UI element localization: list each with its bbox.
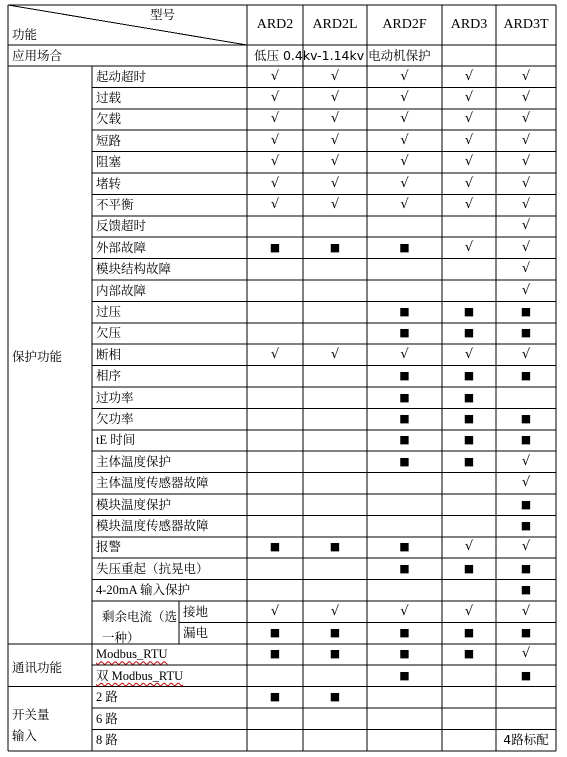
row-label: 主体温度传感器故障 (96, 475, 209, 491)
row-label (92, 644, 247, 665)
square-mark: ■ (399, 668, 410, 682)
model-header-ard2f: ARD2F (382, 17, 427, 32)
check-mark: √ (464, 175, 474, 191)
check-mark: √ (330, 346, 340, 362)
check-mark: √ (464, 239, 474, 255)
square-mark: ■ (329, 626, 341, 640)
communication-group-label: 通讯功能 (12, 660, 63, 675)
check-mark: √ (400, 111, 409, 127)
row-label: 2 路 (96, 690, 118, 705)
check-mark: √ (400, 90, 409, 106)
square-mark: ■ (399, 454, 410, 468)
check-mark: √ (400, 175, 409, 191)
row-label: 相序 (96, 368, 122, 384)
mark-cell (247, 494, 303, 515)
square-mark: ■ (463, 433, 475, 447)
square-mark: ■ (463, 369, 475, 383)
row-label: 过载 (96, 90, 122, 106)
square-mark: ■ (399, 647, 410, 661)
application-value: 低压 0.4kv-1.14kv 电动机保护 (254, 47, 431, 63)
header-function-label: 功能 (12, 27, 38, 42)
square-mark: ■ (520, 626, 532, 640)
mark-cell (442, 687, 496, 708)
application-label: 应用场合 (12, 47, 63, 63)
mark-cell (367, 729, 442, 750)
row-label: 断相 (96, 346, 122, 362)
check-mark: √ (521, 132, 531, 148)
check-mark: √ (521, 261, 531, 277)
square-mark: ■ (399, 305, 410, 319)
square-mark: ■ (463, 454, 475, 468)
square-mark: ■ (520, 668, 532, 682)
mark-cell (247, 708, 303, 729)
mark-cell (247, 430, 303, 451)
row-label: 6 路 (96, 711, 118, 726)
row-label: 欠压 (96, 325, 122, 341)
mark-cell (442, 708, 496, 729)
check-mark: √ (464, 90, 474, 106)
check-mark: √ (464, 132, 474, 148)
square-mark: ■ (520, 561, 532, 575)
mark-cell (496, 687, 556, 708)
square-mark: ■ (463, 412, 475, 426)
mark-cell (303, 366, 367, 387)
check-mark: √ (521, 646, 531, 662)
mark-cell (247, 323, 303, 344)
check-mark: √ (330, 197, 340, 213)
square-mark: ■ (269, 626, 281, 640)
check-mark: √ (330, 90, 340, 106)
check-mark: √ (521, 282, 531, 298)
check-mark: √ (400, 197, 409, 213)
square-mark: ■ (399, 433, 410, 447)
mark-cell (367, 280, 442, 301)
check-mark: √ (270, 197, 280, 213)
mark-cell (247, 408, 303, 429)
mark-cell (303, 580, 367, 601)
check-mark: √ (521, 90, 531, 106)
check-mark: √ (521, 218, 531, 234)
mark-cell (247, 280, 303, 301)
check-mark: √ (464, 346, 474, 362)
row-label: 起动超时 (96, 68, 147, 84)
row-label: 外部故障 (96, 239, 147, 255)
mark-cell (367, 216, 442, 237)
mark-cell (247, 515, 303, 536)
check-mark: √ (330, 154, 340, 170)
square-mark: ■ (520, 305, 532, 319)
check-mark: √ (464, 539, 474, 555)
mark-cell (303, 494, 367, 515)
square-mark: ■ (269, 540, 281, 554)
mark-cell (442, 665, 496, 686)
row-label: 模块结构故障 (96, 261, 172, 277)
mark-cell (496, 708, 556, 729)
row-label: 报警 (96, 539, 122, 555)
square-mark: ■ (399, 540, 410, 554)
square-mark: ■ (399, 326, 410, 340)
mark-cell (367, 580, 442, 601)
check-mark: √ (330, 175, 340, 191)
check-mark: √ (270, 90, 280, 106)
mark-cell (367, 708, 442, 729)
mark-cell (496, 387, 556, 408)
mark-cell (442, 494, 496, 515)
check-mark: √ (270, 175, 280, 191)
mark-cell (247, 301, 303, 322)
square-mark: ■ (463, 390, 475, 404)
switch-input-group-label (8, 702, 52, 748)
row-label: 欠功率 (96, 411, 134, 427)
square-mark: ■ (520, 433, 532, 447)
check-mark: √ (521, 175, 531, 191)
square-mark: ■ (329, 540, 341, 554)
row-label: 4-20mA 输入保护 (96, 583, 191, 598)
check-mark: √ (521, 475, 531, 491)
mark-cell (247, 558, 303, 579)
model-header-ard3t: ARD3T (503, 17, 549, 32)
mark-cell (442, 580, 496, 601)
mark-cell (367, 473, 442, 494)
square-mark: ■ (520, 412, 532, 426)
check-mark: √ (521, 239, 531, 255)
row-label (92, 665, 247, 686)
check-mark: √ (400, 346, 409, 362)
check-mark: √ (464, 154, 474, 170)
row-label: 失压重起（抗晃电） (96, 560, 209, 576)
check-mark: √ (270, 132, 280, 148)
check-mark: √ (330, 132, 340, 148)
row-label: 欠载 (96, 111, 122, 127)
mark-cell (303, 408, 367, 429)
check-mark: √ (400, 154, 409, 170)
check-mark: √ (521, 68, 531, 84)
mark-cell (247, 259, 303, 280)
check-mark: √ (270, 154, 280, 170)
check-mark: √ (400, 68, 409, 84)
mark-cell (303, 451, 367, 472)
square-mark: ■ (520, 583, 532, 597)
check-mark: √ (521, 154, 531, 170)
mark-cell (303, 301, 367, 322)
square-mark: ■ (399, 412, 410, 426)
mark-cell (247, 366, 303, 387)
square-mark: ■ (463, 626, 475, 640)
row-label: 内部故障 (96, 282, 147, 298)
row-label: 接地 (183, 603, 209, 619)
row-label-text: 双 Modbus_RTU (96, 668, 184, 683)
mark-cell (303, 280, 367, 301)
mark-cell (303, 430, 367, 451)
mark-cell (442, 259, 496, 280)
row-label: 过压 (96, 304, 122, 320)
square-mark: ■ (329, 240, 341, 254)
mark-cell (247, 216, 303, 237)
check-mark: √ (521, 539, 531, 555)
square-mark: ■ (463, 647, 475, 661)
check-mark: √ (521, 603, 531, 619)
square-mark: ■ (399, 626, 410, 640)
check-mark: √ (464, 111, 474, 127)
mark-cell (442, 473, 496, 494)
mark-cell (303, 665, 367, 686)
square-mark: ■ (399, 390, 410, 404)
mark-cell (303, 708, 367, 729)
mark-cell (247, 580, 303, 601)
mark-cell (303, 729, 367, 750)
row-label: 反馈超时 (96, 218, 147, 234)
square-mark: ■ (399, 369, 410, 383)
header-model-label: 型号 (150, 7, 176, 22)
square-mark: ■ (329, 647, 341, 661)
mark-cell (303, 323, 367, 344)
mark-cell (367, 515, 442, 536)
mark-cell (442, 729, 496, 750)
square-mark: ■ (269, 240, 281, 254)
mark-cell (303, 259, 367, 280)
mark-cell: 4路标配 (503, 732, 549, 748)
check-mark: √ (521, 453, 531, 469)
residual-current-text: 剩余电流（选一种） (102, 609, 178, 645)
check-mark: √ (270, 68, 280, 84)
check-mark: √ (400, 132, 409, 148)
check-mark: √ (270, 603, 280, 619)
row-label: 短路 (96, 132, 122, 148)
row-label: 主体温度保护 (96, 453, 172, 469)
square-mark: ■ (463, 305, 475, 319)
check-mark: √ (330, 111, 340, 127)
check-mark: √ (464, 68, 474, 84)
model-header-ard2l: ARD2L (312, 17, 358, 32)
mark-cell (367, 687, 442, 708)
check-mark: √ (521, 197, 531, 213)
row-label: 8 路 (96, 733, 118, 748)
mark-cell (442, 515, 496, 536)
square-mark: ■ (399, 240, 410, 254)
check-mark: √ (270, 111, 280, 127)
check-mark: √ (400, 603, 409, 619)
square-mark: ■ (520, 326, 532, 340)
check-mark: √ (521, 111, 531, 127)
model-header-ard2: ARD2 (256, 17, 294, 32)
model-header-ard3: ARD3 (450, 17, 488, 32)
mark-cell (247, 473, 303, 494)
mark-cell (303, 216, 367, 237)
check-mark: √ (330, 603, 340, 619)
mark-cell (442, 216, 496, 237)
check-mark: √ (464, 197, 474, 213)
square-mark: ■ (520, 497, 532, 511)
square-mark: ■ (463, 561, 475, 575)
row-label: 过功率 (96, 389, 134, 405)
check-mark: √ (270, 346, 280, 362)
row-label: 模块温度保护 (96, 496, 172, 512)
square-mark: ■ (463, 326, 475, 340)
mark-cell (303, 515, 367, 536)
residual-current-label (98, 606, 178, 648)
mark-cell (303, 473, 367, 494)
check-mark: √ (521, 346, 531, 362)
square-mark: ■ (520, 519, 532, 533)
row-label: 不平衡 (96, 197, 134, 213)
mark-cell (247, 387, 303, 408)
square-mark: ■ (399, 561, 410, 575)
row-label-text: Modbus_RTU (96, 647, 168, 662)
mark-cell (303, 387, 367, 408)
check-mark: √ (464, 603, 474, 619)
mark-cell (247, 451, 303, 472)
mark-cell (247, 729, 303, 750)
row-label: tE 时间 (96, 433, 136, 448)
mark-cell (442, 280, 496, 301)
mark-cell (367, 494, 442, 515)
protection-group-label: 保护功能 (12, 349, 63, 364)
square-mark: ■ (269, 647, 281, 661)
mark-cell (367, 259, 442, 280)
row-label: 阻塞 (96, 154, 122, 170)
square-mark: ■ (520, 369, 532, 383)
square-mark: ■ (269, 690, 281, 704)
row-label: 堵转 (96, 175, 122, 191)
row-label: 漏电 (183, 625, 209, 641)
check-mark: √ (330, 68, 340, 84)
row-label: 模块温度传感器故障 (96, 518, 209, 534)
mark-cell (247, 665, 303, 686)
square-mark: ■ (329, 690, 341, 704)
switch-input-group-text: 开关量输入 (12, 707, 50, 743)
mark-cell (303, 558, 367, 579)
